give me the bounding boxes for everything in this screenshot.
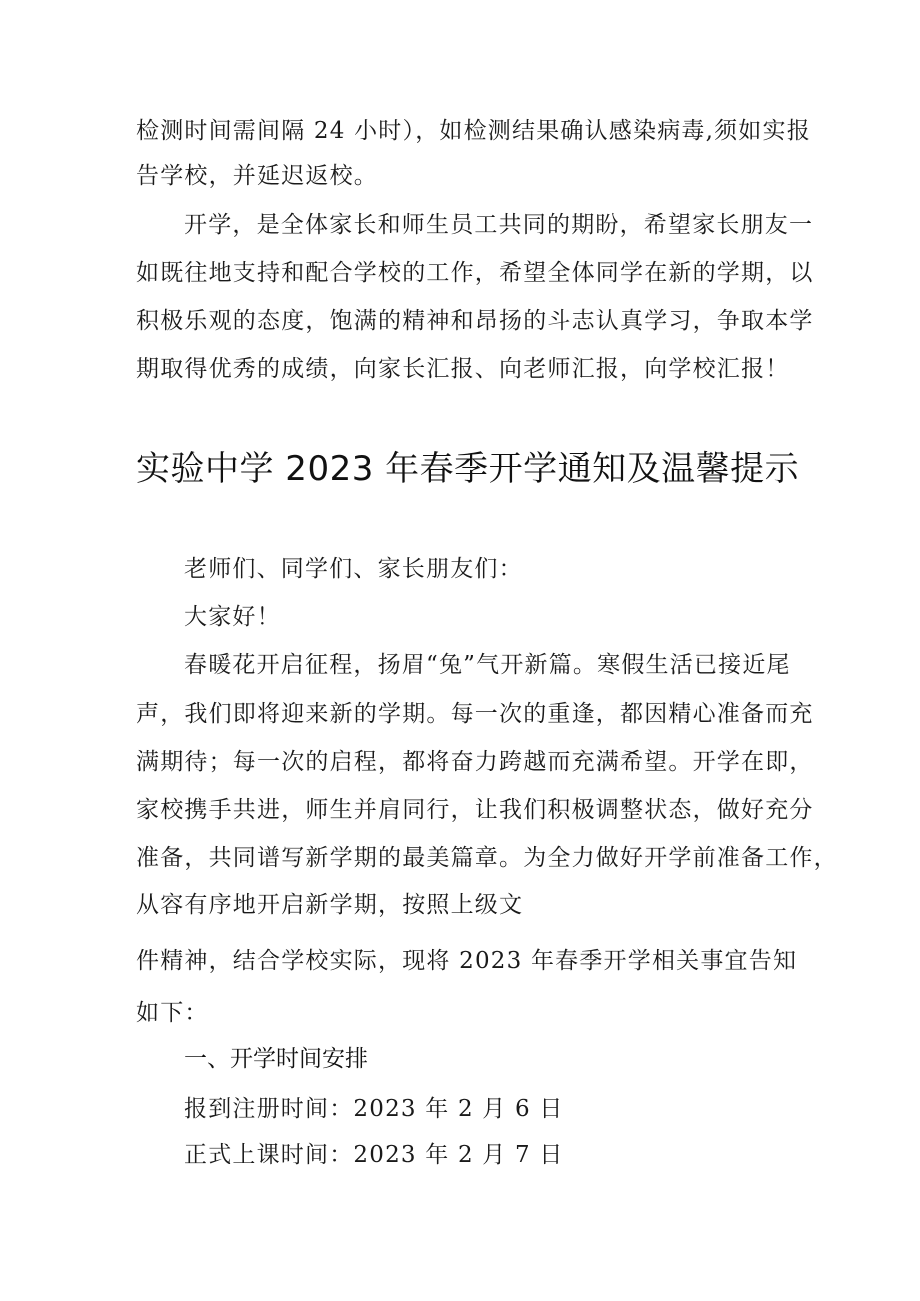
- prev-paragraph-line: 告学校，并延迟返校。: [136, 163, 378, 189]
- page-title: 实验中学 2023 年春季开学通知及温馨提示: [136, 449, 800, 489]
- salutation: 老师们、同学们、家长朋友们：: [184, 556, 523, 582]
- greeting-hello: 大家好！: [184, 604, 281, 630]
- prev-paragraph-line: 如既往地支持和配合学校的工作，希望全体同学在新的学期，以: [136, 260, 814, 286]
- intro-paragraph-line: 春暖花开启征程，扬眉“兔”气开新篇。寒假生活已接近尾: [184, 652, 791, 678]
- schedule-item-classes-start: 正式上课时间：2023 年 2 月 7 日: [184, 1142, 564, 1168]
- prev-paragraph-line: 开学，是全体家长和师生员工共同的期盼，希望家长朋友一: [184, 212, 814, 238]
- prev-paragraph-line: 期取得优秀的成绩，向家长汇报、向老师汇报，向学校汇报！: [136, 356, 790, 382]
- intro-paragraph-line: 声，我们即将迎来新的学期。每一次的重逢，都因精心准备而充: [136, 701, 814, 727]
- intro-paragraph-line: 从容有序地开启新学期，按照上级文: [136, 892, 524, 918]
- intro-paragraph-line: 满期待；每一次的启程，都将奋力跨越而充满希望。开学在即，: [136, 749, 814, 775]
- intro-paragraph-line: 件精神，结合学校实际，现将 2023 年春季开学相关事宜告知: [136, 948, 798, 974]
- intro-paragraph-line: 准备，共同谱写新学期的最美篇章。为全力做好开学前准备工作，: [136, 845, 838, 871]
- intro-paragraph-line: 家校携手共进，师生并肩同行，让我们积极调整状态，做好充分: [136, 797, 814, 823]
- section-heading-schedule: 一、开学时间安排: [184, 1046, 368, 1072]
- prev-paragraph-line: 积极乐观的态度，饱满的精神和昂扬的斗志认真学习，争取本学: [136, 308, 814, 334]
- intro-paragraph-line: 如下：: [136, 1000, 209, 1026]
- schedule-item-registration: 报到注册时间：2023 年 2 月 6 日: [184, 1096, 564, 1122]
- prev-paragraph-line: 检测时间需间隔 24 小时），如检测结果确认感染病毒,须如实报: [136, 118, 811, 144]
